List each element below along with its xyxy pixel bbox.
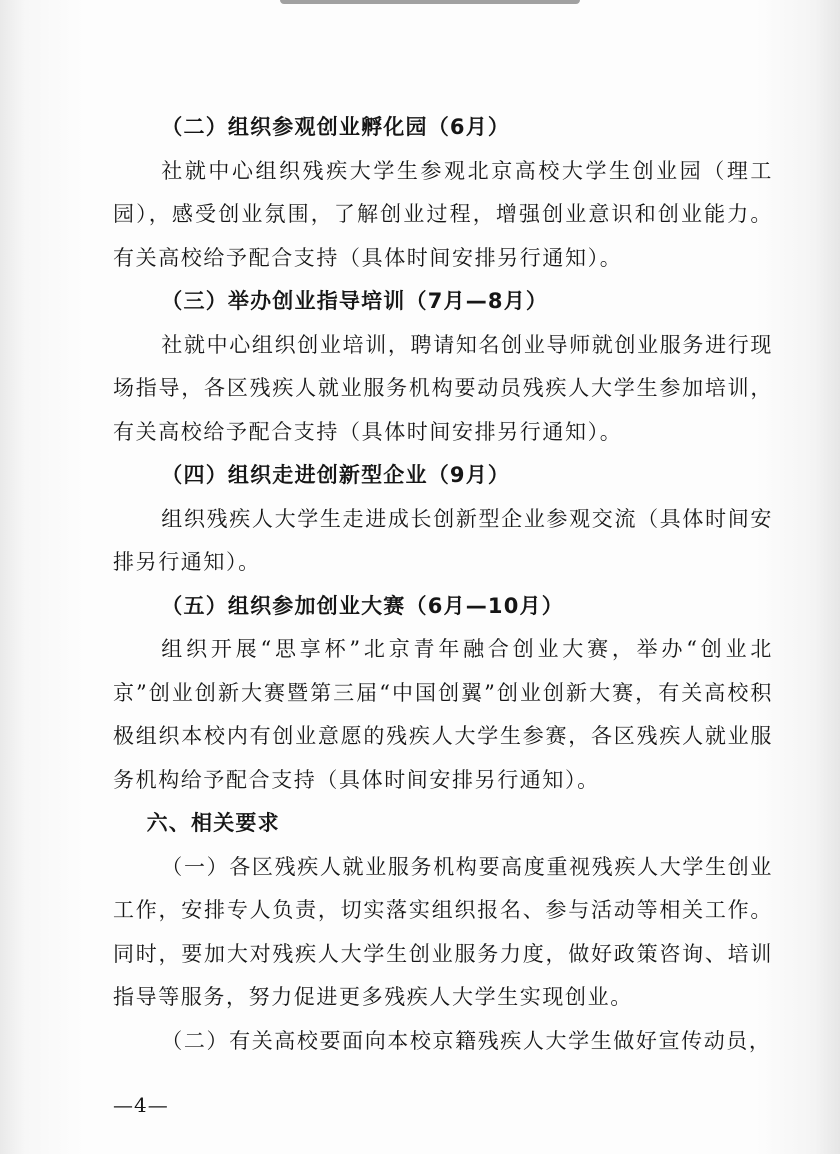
heading-innovative-enterprise: （四）组织走进创新型企业（9月） xyxy=(161,463,511,487)
page-top-edge xyxy=(280,0,580,4)
document-body xyxy=(113,106,773,1063)
paragraph-requirement-1: （一）各区残疾人就业服务机构要高度重视残疾人大学生创业工作，安排专人负责，切实落实组织报名、参与活动等相关工作。同时，要加大对残疾人大学生创业服务力度，做好政策咨询、培训指导等服务，努力促进更多残疾人大学生实现创业。 xyxy=(113,854,773,1009)
paragraph-requirement-2: （二）有关高校要面向本校京籍残疾人大学生做好宣传动员， xyxy=(161,1028,772,1053)
page-number: —4— xyxy=(113,1093,169,1117)
heading-competition: （五）组织参加创业大赛（6月—10月） xyxy=(161,593,564,618)
heading-visit-incubator: （二）组织参观创业孵化园（6月） xyxy=(161,115,511,139)
paragraph-innovative-enterprise: 组织残疾人大学生走进成长创新型企业参观交流（具体时间安排另行通知）。 xyxy=(113,506,773,574)
heading-training: （三）举办创业指导培训（7月—8月） xyxy=(161,289,549,313)
paragraph-visit-incubator: 社就中心组织残疾大学生参观北京高校大学生创业园（理工园），感受创业氛围，了解创业过程，增强创业意识和创业能力。有关高校给予配合支持（具体时间安排另行通知）。 xyxy=(113,158,773,270)
section-heading-requirements: 六、相关要求 xyxy=(146,811,280,835)
paragraph-training: 社就中心组织创业培训，聘请知名创业导师就创业服务进行现场指导，各区残疾人就业服务机构要动员残疾人大学生参加培训，有关高校给予配合支持（具体时间安排另行通知）。 xyxy=(113,332,773,444)
paragraph-competition: 组织开展“思享杯”北京青年融合创业大赛，举办“创业北京”创业创新大赛暨第三届“中国创翼”创业创新大赛，有关高校积极组织本校内有创业意愿的残疾人大学生参赛，各区残疾人就业服务机构给予配合支持（具体时间安排另行通知）。 xyxy=(113,637,773,792)
